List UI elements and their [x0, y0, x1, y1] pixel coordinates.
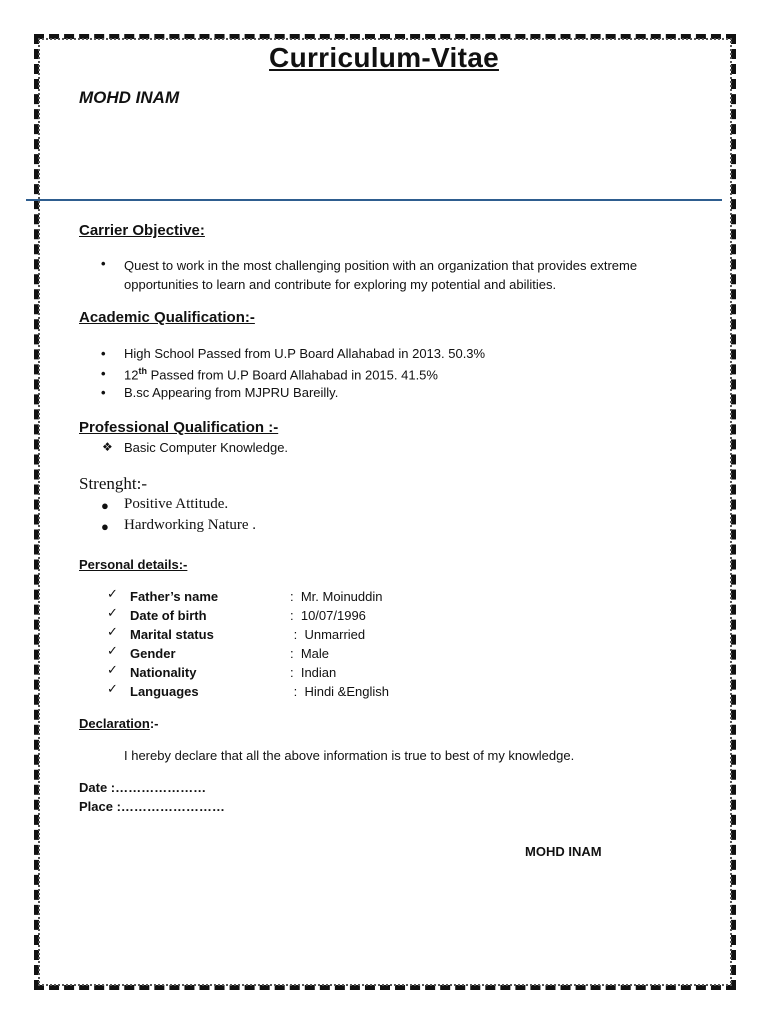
declaration-heading-suffix: :-: [149, 716, 159, 731]
bullet-icon: ●: [101, 498, 109, 513]
document-title: Curriculum-Vitae: [269, 42, 499, 73]
academic-item: [124, 366, 438, 382]
personal-value: : 10/07/1996: [290, 608, 366, 623]
diamond-bullet-icon: ❖: [102, 440, 113, 454]
personal-label: Languages: [130, 684, 199, 699]
personal-value: : Unmarried: [290, 627, 366, 642]
personal-label: Nationality: [130, 665, 197, 680]
applicant-name: MOHD INAM: [79, 88, 180, 107]
header-divider: [26, 199, 722, 201]
personal-heading: Personal details:-: [79, 557, 188, 572]
academic-heading: Academic Qualification:-: [79, 309, 255, 326]
bullet-icon: •: [101, 256, 106, 271]
objective-heading: Carrier Objective:: [79, 222, 205, 239]
personal-label: Father’s name: [130, 589, 219, 604]
check-icon: ✓: [107, 682, 118, 697]
academic-item: High School Passed from U.P Board Allahabad in 2013. 50.3%: [124, 346, 486, 361]
declaration-text: I hereby declare that all the above information is true to best of my knowledge.: [124, 748, 575, 763]
check-icon: ✓: [107, 587, 118, 602]
personal-label: Marital status: [130, 627, 214, 642]
declaration-heading: [79, 716, 158, 731]
signature-name: MOHD INAM: [525, 844, 602, 859]
personal-value: : Hindi &English: [290, 684, 389, 699]
professional-item: Basic Computer Knowledge.: [124, 440, 289, 455]
date-line: Date :…………………: [79, 780, 207, 795]
academic-item-pre: 12: [124, 367, 139, 383]
personal-label: Date of birth: [130, 608, 207, 623]
personal-value: : Mr. Moinuddin: [290, 589, 383, 604]
personal-label: Gender: [130, 646, 176, 661]
personal-value: : Indian: [290, 665, 337, 680]
declaration-heading-text: Declaration: [79, 716, 150, 731]
bullet-icon: •: [101, 346, 106, 361]
objective-text: Quest to work in the most challenging position with an organization that provides extreme opportunities to learn and contribute for exploring my potential and abilities.: [124, 258, 638, 292]
strength-item: Hardworking Nature .: [124, 517, 257, 533]
check-icon: ✓: [107, 606, 118, 621]
bullet-icon: ●: [101, 519, 109, 534]
academic-item: B.sc Appearing from MJPRU Bareilly.: [124, 385, 339, 400]
check-icon: ✓: [107, 644, 118, 659]
check-icon: ✓: [107, 625, 118, 640]
bullet-icon: •: [101, 366, 106, 381]
academic-item-sup: th: [138, 366, 147, 376]
place-line: Place :……………………: [79, 799, 225, 814]
academic-item-text: Passed from U.P Board Allahabad in 2015. 41.5%: [146, 367, 438, 383]
check-icon: ✓: [107, 663, 118, 678]
strength-item: Positive Attitude.: [124, 496, 229, 512]
bullet-icon: •: [101, 385, 106, 400]
strength-heading: Strenght:-: [79, 474, 147, 493]
professional-heading: Professional Qualification :-: [79, 419, 279, 436]
personal-value: : Male: [290, 646, 330, 661]
